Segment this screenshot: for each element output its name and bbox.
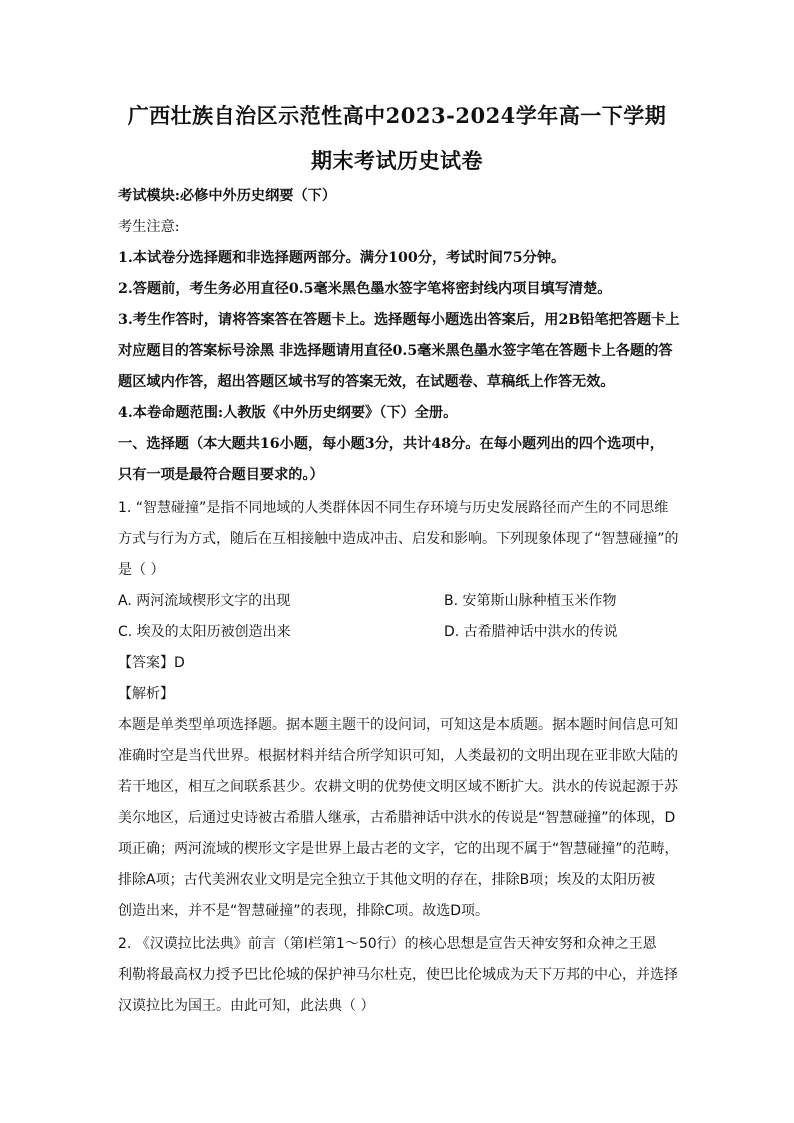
- notice-1: 1.本试卷分选择题和非选择题两部分。满分100分，考试时间75分钟。: [118, 250, 566, 266]
- analysis-line-2: 准确时空是当代世界。根据材料并结合所学知识可知，人类最初的文明出现在亚非欧大陆的: [118, 748, 678, 764]
- question-1-option-c: C. 埃及的太阳历被创造出来: [118, 624, 291, 640]
- question-1-line1: 1. “智慧碰撞”是指不同地域的人类群体因不同生存环境与历史发展路径而产生的不同思维: [118, 500, 669, 516]
- question-1-analysis-label: 【解析】: [118, 686, 174, 702]
- section-heading-line2: 只有一项是最符合题目要求的。）: [118, 467, 324, 483]
- notice-4: 4.本卷命题范围:人教版《中外历史纲要》（下）全册。: [118, 405, 458, 421]
- question-1-line2: 方式与行为方式，随后在互相接触中造成冲击、启发和影响。下列现象体现了“智慧碰撞”的: [118, 531, 679, 547]
- notice-2: 2.答题前，考生务必用直径0.5毫米黑色墨水签字笔将密封线内项目填写清楚。: [118, 281, 612, 297]
- notice-label: 考生注意:: [118, 219, 180, 235]
- analysis-line-7: 创造出来，并不是“智慧碰撞”的表现，排除C项。故选D项。: [118, 903, 490, 919]
- notice-3-line1: 3.考生作答时，请将答案答在答题卡上。选择题每小题选出答案后，用2B铅笔把答题卡上: [118, 312, 680, 328]
- analysis-line-3: 若干地区，相互之间联系甚少。农耕文明的优势使文明区域不断扩大。洪水的传说起源于苏: [118, 779, 678, 795]
- exam-module: 考试模块:必修中外历史纲要（下）: [118, 188, 337, 204]
- exam-title-line2: 期末考试历史试卷: [311, 148, 483, 173]
- question-1-option-a: A. 两河流域楔形文字的出现: [118, 593, 291, 609]
- notice-3-line2: 对应题目的答案标号涂黑 非选择题请用直径0.5毫米黑色墨水签字笔在答题卡上各题的答: [118, 343, 673, 359]
- analysis-line-1: 本题是单类型单项选择题。据本题主题干的设问词，可知这是本质题。据本题时间信息可知: [118, 717, 678, 733]
- analysis-line-4: 美尔地区，后通过史诗被古希腊人继承，古希腊神话中洪水的传说是“智慧碰撞”的体现，D: [118, 810, 676, 826]
- question-1-option-b: B. 安第斯山脉种植玉米作物: [444, 593, 617, 609]
- question-2-line1: 2. 《汉谟拉比法典》前言（第Ⅰ栏第1～50行）的核心思想是宣告天神安努和众神之王恩: [118, 936, 657, 952]
- analysis-line-6: 排除A项；古代美洲农业文明是完全独立于其他文明的存在，排除B项；埃及的太阳历被: [118, 872, 656, 888]
- question-2-line2: 利勒将最高权力授予巴比伦城的保护神马尔杜克，使巴比伦城成为天下万邦的中心，并选择: [118, 967, 678, 983]
- question-2-line3: 汉谟拉比为国王。由此可知，此法典（ ）: [118, 998, 375, 1014]
- question-1-line3: 是（ ）: [118, 562, 165, 578]
- question-1-answer: 【答案】D: [118, 655, 185, 671]
- notice-3-line3: 题区域内作答，超出答题区域书写的答案无效，在试题卷、草稿纸上作答无效。: [118, 374, 615, 390]
- analysis-line-5: 项正确；两河流域的楔形文字是世界上最古老的文字，它的出现不属于“智慧碰撞”的范畴，: [118, 841, 679, 857]
- section-heading-line1: 一、选择题（本大题共16小题，每小题3分，共计48分。在每小题列出的四个选项中，: [118, 436, 664, 452]
- exam-title-line1: 广西壮族自治区示范性高中2023-2024学年高一下学期: [127, 103, 667, 128]
- question-1-option-d: D. 古希腊神话中洪水的传说: [444, 624, 618, 640]
